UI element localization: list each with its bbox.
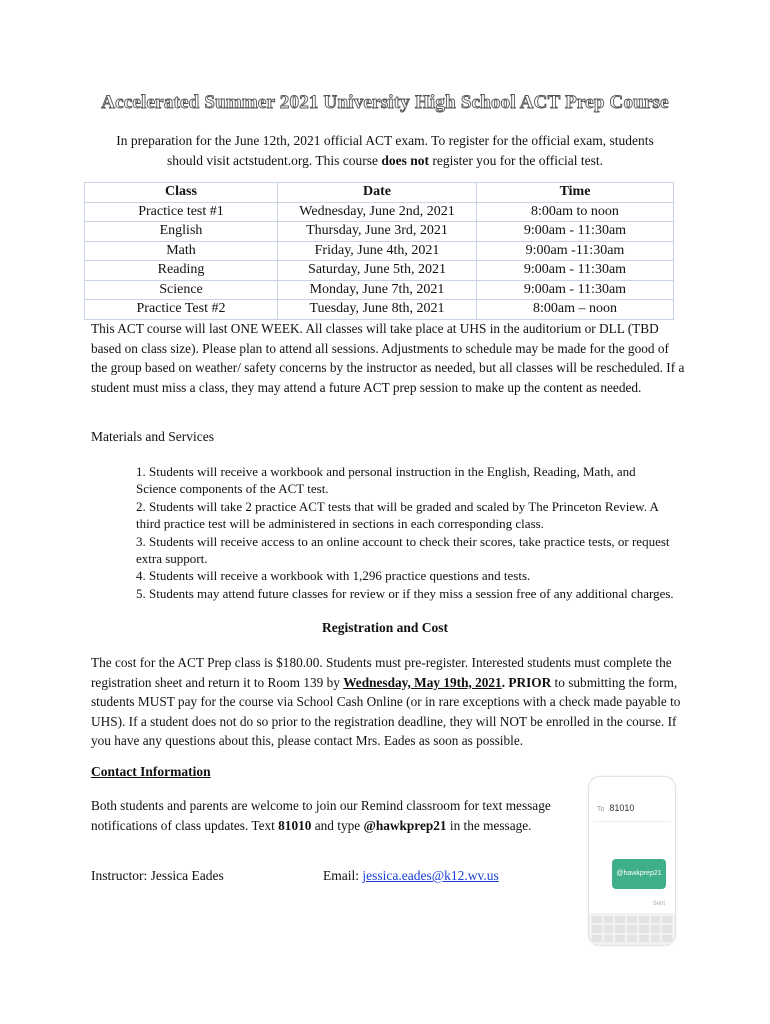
document-title: Accelerated Summer 2021 University High School ACT Prep Course: [101, 92, 669, 113]
phone-to-number: 81010: [609, 803, 635, 813]
registration-deadline: Wednesday, May 19th, 2021: [343, 674, 502, 690]
course-info-paragraph: This ACT course will last ONE WEEK. All classes will take place at UHS in the auditorium or DLL (TBD based on class size). Please plan to attend all sessions. Adjustments to schedule may be made for the good of the group based on weather/ safety concerns by the instructor as needed, but all classes will be rescheduled. If a student must miss a class, they may attend a future ACT prep session to make up the content as needed.: [91, 321, 685, 395]
contact-heading: Contact Information: [91, 764, 211, 779]
registration-period: .: [501, 674, 509, 690]
table-row: [85, 202, 674, 222]
class-cell: Reading: [85, 261, 278, 281]
table-row: [85, 261, 674, 281]
instructor-name: Instructor: Jessica Eades: [91, 868, 224, 883]
phone-sent-status: Sent: [652, 901, 665, 907]
email-line: [323, 868, 499, 884]
time-cell: 9:00am -11:30am: [477, 241, 674, 261]
list-item: 2. Students will take 2 practice ACT tests that will be graded and scaled by The Princeton Review. A third practice test will be administered in sections in each corresponding class.: [136, 498, 659, 532]
intro-paragraph: [100, 131, 670, 170]
phone-to-label: To: [597, 806, 605, 813]
phone-recipient: [597, 803, 634, 813]
list-item: 4. Students will receive a workbook with 1,296 practice questions and tests.: [136, 568, 531, 584]
phone-divider: [593, 821, 671, 822]
intro-line-2-end: register you for the official test.: [428, 152, 604, 168]
email-link[interactable]: jessica.eades@k12.wv.us: [362, 868, 499, 883]
date-cell: Tuesday, June 8th, 2021: [278, 300, 477, 320]
registration-paragraph: [91, 653, 685, 751]
class-cell: Math: [85, 241, 278, 261]
class-cell: Practice test #1: [85, 202, 278, 222]
class-cell: Practice Test #2: [85, 300, 278, 320]
header-date: Date: [278, 183, 477, 203]
list-item: 3. Students will receive access to an online account to check their scores, take practice tests, or request extra support.: [136, 533, 670, 567]
schedule-header-row: [85, 183, 674, 203]
phone-message-bubble: @hawkprep21: [612, 859, 666, 889]
remind-text-mid: and type: [311, 817, 364, 833]
intro-line-2-start: should visit actstudent.org. This course: [166, 152, 382, 168]
schedule-table: [84, 182, 674, 320]
remind-code: @hawkprep21: [363, 817, 447, 833]
time-cell: 9:00am - 11:30am: [477, 261, 674, 281]
time-cell: 8:00am to noon: [477, 202, 674, 222]
date-cell: Thursday, June 3rd, 2021: [278, 222, 477, 242]
class-cell: Science: [85, 280, 278, 300]
time-cell: 9:00am - 11:30am: [477, 280, 674, 300]
header-time: Time: [477, 183, 674, 203]
remind-paragraph: [91, 796, 561, 835]
table-row: [85, 241, 674, 261]
remind-number: 81010: [278, 817, 312, 833]
header-class: Class: [85, 183, 278, 203]
date-cell: Saturday, June 5th, 2021: [278, 261, 477, 281]
remind-text-start: Both students and parents are welcome to join our Remind classroom for text message notifications of class updates. Text: [91, 798, 551, 833]
phone-mockup-image: [588, 776, 676, 946]
list-item: 1. Students will receive a workbook and personal instruction in the English, Reading, Math, and Science components of the ACT test.: [136, 464, 636, 497]
time-cell: 9:00am - 11:30am: [477, 222, 674, 242]
date-cell: Wednesday, June 2nd, 2021: [278, 202, 477, 222]
materials-heading: Materials and Services: [91, 429, 214, 444]
intro-line-1: In preparation for the June 12th, 2021 official ACT exam. To register for the official exam, students: [116, 133, 654, 148]
time-cell: 8:00am – noon: [477, 300, 674, 320]
registration-heading: Registration and Cost: [321, 620, 448, 635]
class-cell: English: [85, 222, 278, 242]
date-cell: Monday, June 7th, 2021: [278, 280, 477, 300]
registration-text-end: to submitting the form, students MUST pay for the course via School Cash Online (or in rare exceptions with a check made payable to UHS). If a student does not do so prior to the registration deadline, they will NOT be enrolled in the course. If you have any questions about this, please contact Mrs. Eades as soon as possible.: [91, 674, 681, 749]
remind-text-end: in the message.: [446, 817, 532, 833]
intro-emphasis: does not: [381, 152, 429, 168]
materials-list: [136, 463, 676, 602]
table-row: [85, 280, 674, 300]
registration-prior: PRIOR: [508, 674, 552, 690]
registration-text-start: The cost for the ACT Prep class is $180.00. Students must pre-register. Interested students must complete the registration sheet and return it to Room 139 by: [91, 655, 672, 690]
date-cell: Friday, June 4th, 2021: [278, 241, 477, 261]
list-item: 5. Students may attend future classes for review or if they miss a session free of any additional charges.: [136, 585, 674, 601]
email-label: Email:: [323, 868, 363, 883]
phone-keyboard: [589, 913, 675, 945]
table-row: [85, 300, 674, 320]
table-row: [85, 222, 674, 242]
